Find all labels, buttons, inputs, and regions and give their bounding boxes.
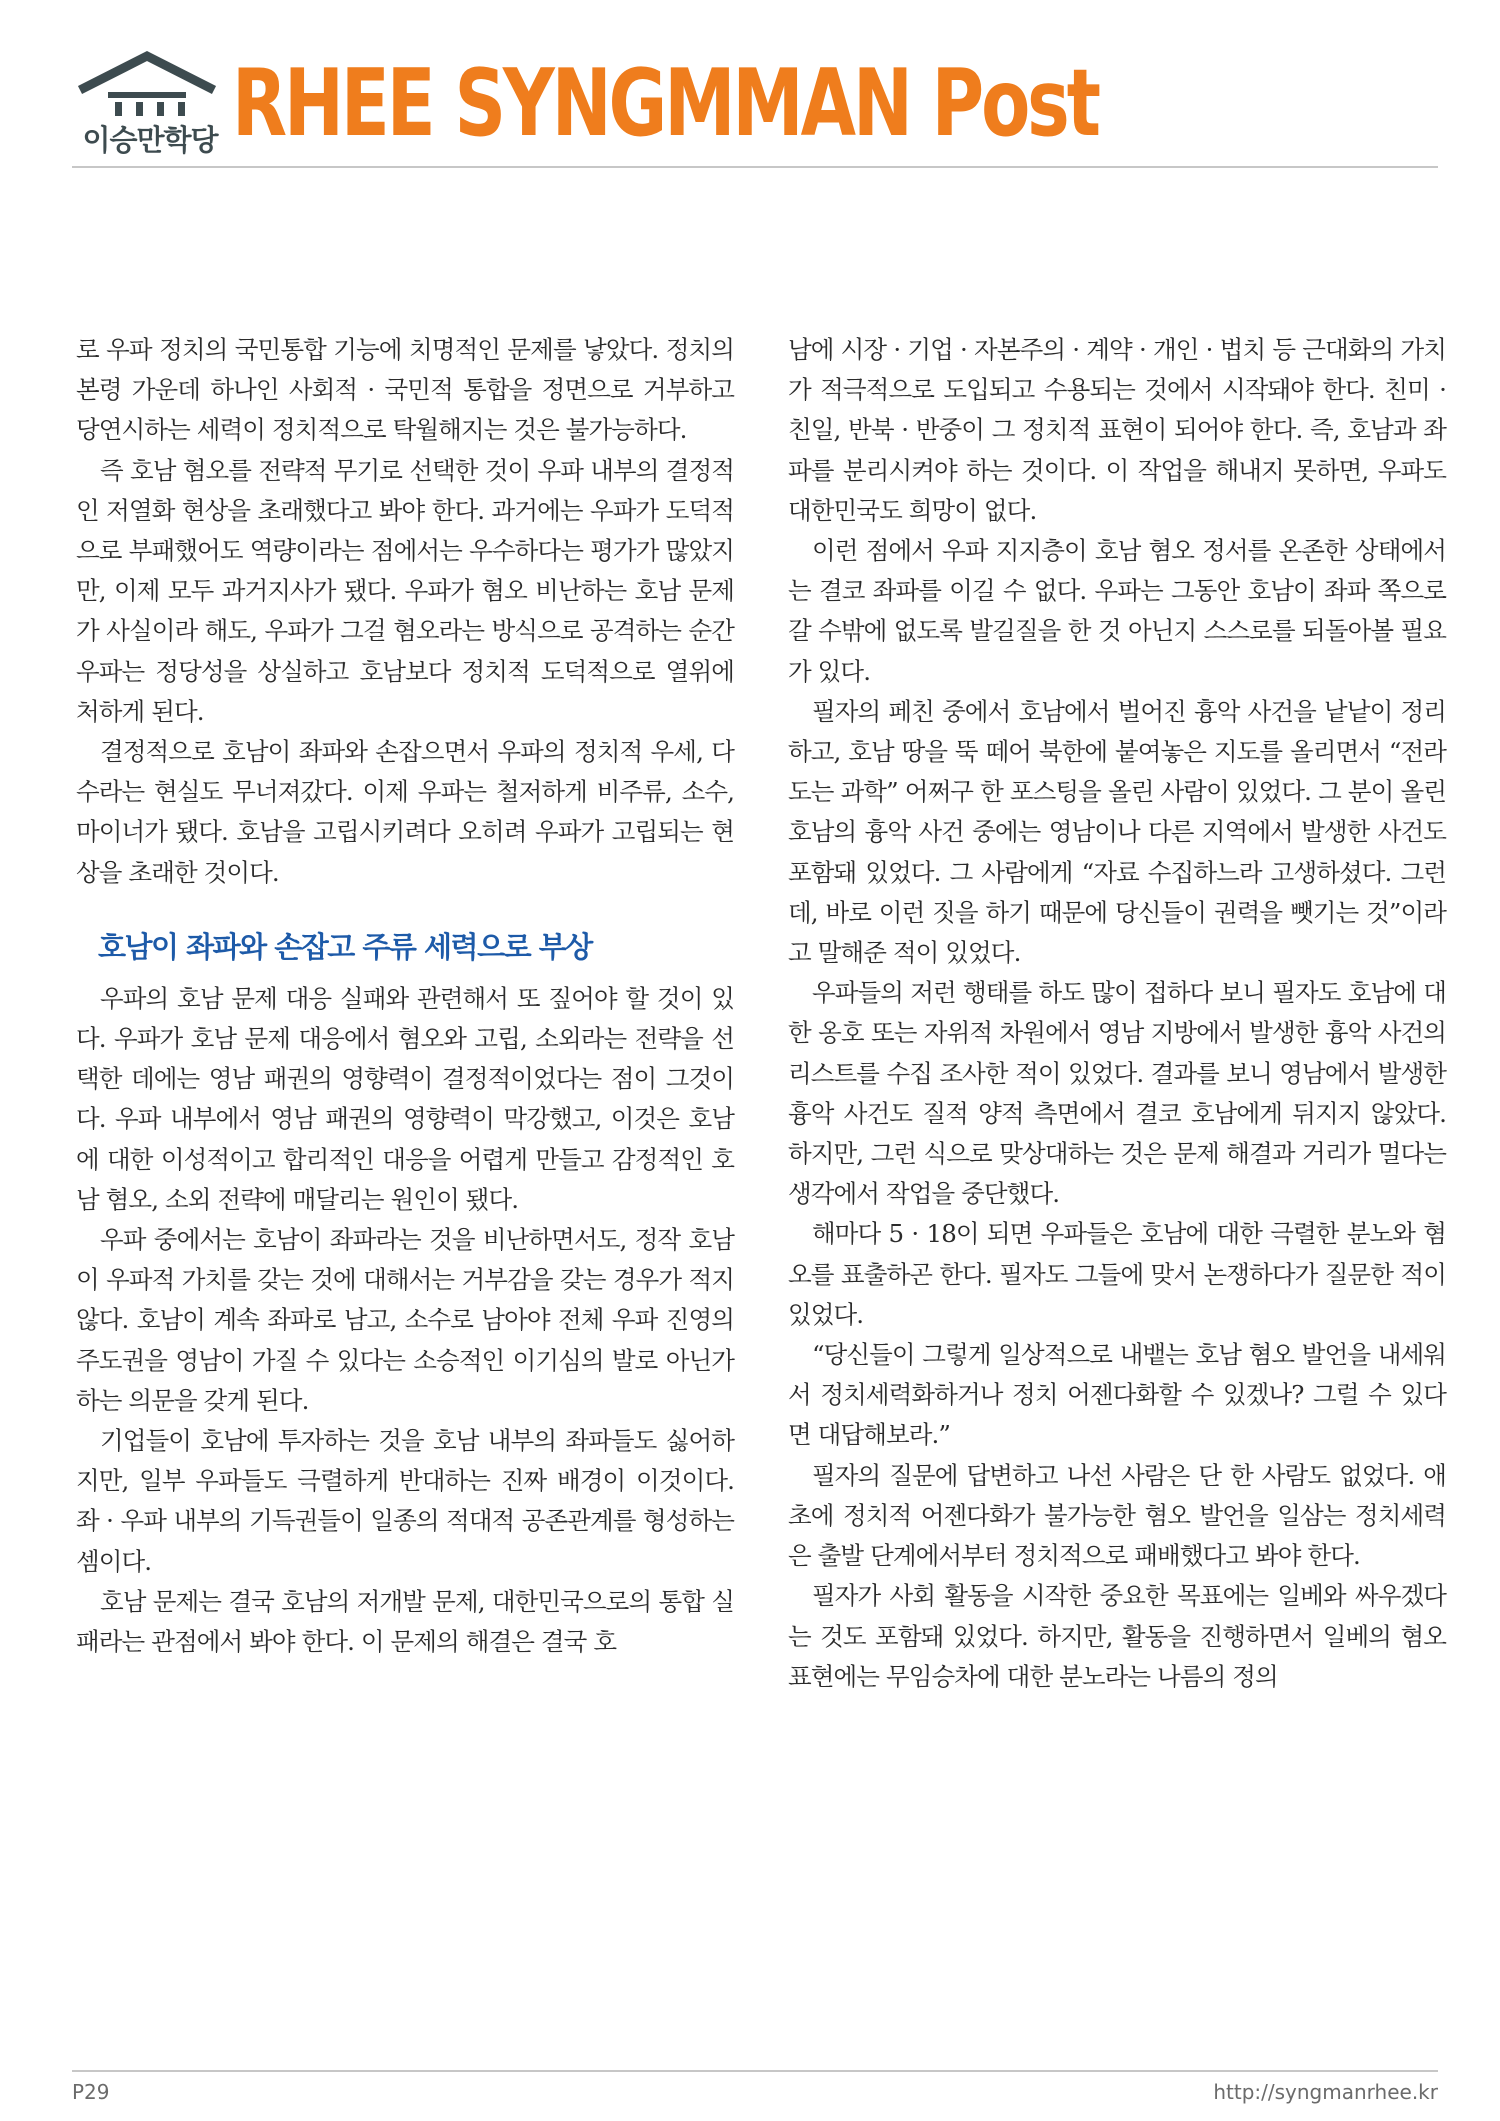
paragraph: 우파 중에서는 호남이 좌파라는 것을 비난하면서도, 정작 호남이 우파적 가치를 갖는 것에 대해서는 거부감을 갖는 경우가 적지 않다. 호남이 계속 좌파로 남고, 소수로 남아야 전체 우파 진영의 주도권을 영남이 가질 수 있다는 소승적인 이기심의 발로 아닌가 하는 의문을 갖게 된다. bbox=[76, 1225, 734, 1415]
masthead-title: RHEE SYNGMMAN Post bbox=[232, 49, 1098, 157]
paragraph: 필자의 질문에 답변하고 나선 사람은 단 한 사람도 없었다. 애초에 정치적 어젠다화가 불가능한 혐오 발언을 일삼는 정치세력은 출발 단계에서부터 정치적으로 패배했다고 봐야 한다. bbox=[788, 1460, 1446, 1571]
footer-divider bbox=[72, 2070, 1438, 2072]
site-url: http://syngmanrhee.kr bbox=[1213, 2080, 1438, 2104]
quote-paragraph: “당신들이 그렇게 일상적으로 내뱉는 호남 혐오 발언을 내세워서 정치세력화하거나 정치 어젠다화할 수 있겠나? 그럴 수 있다면 대답해보라.” bbox=[788, 1340, 1446, 1450]
left-column bbox=[76, 330, 734, 1662]
paragraph: 우파들의 저런 행태를 하도 많이 접하다 보니 필자도 호남에 대한 옹호 또는 자위적 차원에서 영남 지방에서 발생한 흉악 사건의 리스트를 수집 조사한 적이 있었다. 결과를 보니 영남에서 발생한 흉악 사건도 질적 양적 측면에서 결코 호남에게 뒤지지 않았다. 하지만, 그런 식으로 맞상대하는 것은 문제 해결과 거리가 멀다는 생각에서 작업을 중단했다. bbox=[788, 978, 1446, 1209]
page-header bbox=[0, 0, 1500, 170]
logo-text: 이승만학당 bbox=[82, 123, 218, 157]
paragraph: 호남 문제는 결국 호남의 저개발 문제, 대한민국으로의 통합 실패라는 관점에서 봐야 한다. 이 문제의 해결은 결국 호 bbox=[76, 1586, 734, 1657]
paragraph: 결정적으로 호남이 좌파와 손잡으면서 우파의 정치적 우세, 다수라는 현실도 무너져갔다. 이제 우파는 철저하게 비주류, 소수, 마이너가 됐다. 호남을 고립시키려다 오히려 우파가 고립되는 현상을 초래한 것이다. bbox=[76, 737, 734, 887]
paragraph: 해마다 5 · 18이 되면 우파들은 호남에 대한 극렬한 분노와 혐오를 표출하곤 한다. 필자도 그들에 맞서 논쟁하다가 질문한 적이 있었다. bbox=[788, 1219, 1446, 1329]
paragraph: 필자가 사회 활동을 시작한 중요한 목표에는 일베와 싸우겠다는 것도 포함돼 있었다. 하지만, 활동을 진행하면서 일베의 혐오 표현에는 무임승차에 대한 분노라는 나름의 정의 bbox=[788, 1581, 1446, 1691]
paragraph: 즉 호남 혐오를 전략적 무기로 선택한 것이 우파 내부의 결정적인 저열화 현상을 초래했다고 봐야 한다. 과거에는 우파가 도덕적으로 부패했어도 역량이라는 점에서는 우수하다는 평가가 많았지만, 이제 모두 과거지사가 됐다. 우파가 혐오 비난하는 호남 문제가 사실이라 해도, 우파가 그걸 혐오라는 방식으로 공격하는 순간 우파는 정당성을 상실하고 호남보다 정치적 도덕적으로 열위에 처하게 된다. bbox=[76, 455, 734, 726]
right-column bbox=[788, 330, 1446, 1697]
paragraph: 우파의 호남 문제 대응 실패와 관련해서 또 짚어야 할 것이 있다. 우파가 호남 문제 대응에서 혐오와 고립, 소외라는 전략을 선택한 데에는 영남 패권의 영향력이 결정적이었다는 점이 그것이다. 우파 내부에서 영남 패권의 영향력이 막강했고, 이것은 호남에 대한 이성적이고 합리적인 대응을 어렵게 만들고 감정적인 호남 혐오, 소외 전략에 매달리는 원인이 됐다. bbox=[76, 983, 734, 1214]
section-heading: 호남이 좌파와 손잡고 주류 세력으로 부상 bbox=[98, 929, 592, 964]
paragraph: 필자의 페친 중에서 호남에서 벌어진 흉악 사건을 낱낱이 정리하고, 호남 땅을 뚝 떼어 북한에 붙여놓은 지도를 올리면서 “전라도는 과학” 어쩌구 한 포스팅을 올린 사람이 있었다. 그 분이 올린 호남의 흉악 사건 중에는 영남이나 다른 지역에서 발생한 사건도 포함돼 있었다. 그 사람에게 “자료 수집하느라 고생하셨다. 그런데, 바로 이런 짓을 하기 때문에 당신들이 권력을 뺏기는 것”이라고 말해준 적이 있었다. bbox=[788, 696, 1446, 968]
paragraph: 기업들이 호남에 투자하는 것을 호남 내부의 좌파들도 싫어하지만, 일부 우파들도 극렬하게 반대하는 진짜 배경이 이것이다. 좌 · 우파 내부의 기득권들이 일종의 적대적 공존관계를 형성하는 셈이다. bbox=[76, 1426, 734, 1576]
paragraph: 이런 점에서 우파 지지층이 호남 혐오 정서를 온존한 상태에서는 결코 좌파를 이길 수 없다. 우파는 그동안 호남이 좌파 쪽으로 갈 수밖에 없도록 발길질을 한 것 아닌지 스스로를 되돌아볼 필요가 있다. bbox=[788, 536, 1446, 686]
page-number: P29 bbox=[72, 2080, 110, 2104]
paragraph: 로 우파 정치의 국민통합 기능에 치명적인 문제를 낳았다. 정치의 본령 가운데 하나인 사회적 · 국민적 통합을 정면으로 거부하고 당연시하는 세력이 정치적으로 탁월해지는 것은 불가능하다. bbox=[76, 335, 734, 445]
header-divider bbox=[72, 166, 1438, 168]
paragraph: 남에 시장 · 기업 · 자본주의 · 계약 · 개인 · 법치 등 근대화의 가치가 적극적으로 도입되고 수용되는 것에서 시작돼야 한다. 친미 · 친일, 반북 · 반중이 그 정치적 표현이 되어야 한다. 즉, 호남과 좌파를 분리시켜야 하는 것이다. 이 작업을 해내지 못하면, 우파도 대한민국도 희망이 없다. bbox=[788, 335, 1446, 525]
